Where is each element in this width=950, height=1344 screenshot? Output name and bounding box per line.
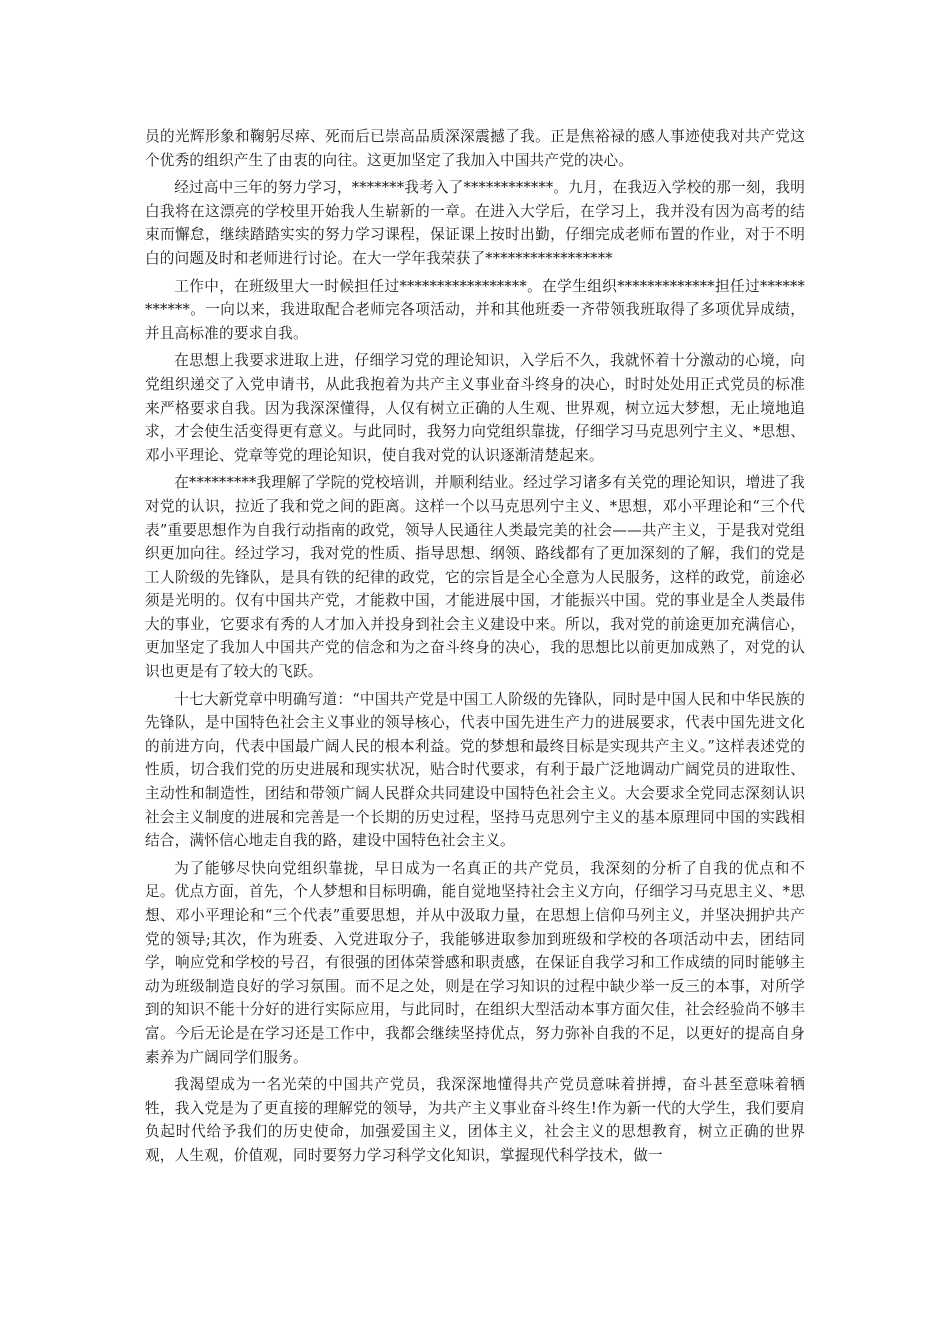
- paragraph-6: 十七大新党章中明确写道：“中国共产党是中国工人阶级的先锋队，同时是中国人民和中华民族的先锋队，是中国特色社会主义事业的领导核心，代表中国先进生产力的进展要求，代表中国先进文化的前进方向，代表中国最广阔人民的根本利益。党的梦想和最终目标是实现共产主义。”这样表述党的性质，切合我们党的历史进展和现实状况，贴合时代要求，有利于最广泛地调动广阔党员的进取性、主动性和制造性，团结和带领广阔人民群众共同建设中国特色社会主义。大会要求全党同志深刻认识社会主义制度的进展和完善是一个长期的历史过程，坚持马克思列宁主义的基本原理同中国的实践相结合，满怀信心地走自我的路，建设中国特色社会主义。: [145, 690, 805, 850]
- paragraph-7: 为了能够尽快向党组织靠拢，早日成为一名真正的共产党员，我深刻的分析了自我的优点和不足。优点方面，首先，个人梦想和目标明确，能自觉地坚持社会主义方向，仔细学习马克思主义、*思想、邓小平理论和“三个代表”重要思想，并从中汲取力量，在思想上信仰马列主义，并坚决拥护共产党的领导;其次，作为班委、入党进取分子，我能够进取参加到班级和学校的各项活动中去，团结同学，响应党和学校的号召，有很强的团体荣誉感和职责感，在保证自我学习和工作成绩的同时能够主动为班级制造良好的学习氛围。而不足之处，则是在学习知识的过程中缺少举一反三的本事，对所学到的知识不能十分好的进行实际应用，与此同时，在组织大型活动本事方面欠佳，社会经验尚不够丰富。今后无论是在学习还是工作中，我都会继续坚持优点，努力弥补自我的不足，以更好的提高自身素养为广阔同学们服务。: [145, 859, 805, 1066]
- body-text: [145, 125, 805, 1172]
- paragraph-2: 经过高中三年的努力学习，*******我考入了************。九月，在我迈入学校的那一刻，我明白我将在这漂亮的学校里开始我人生崭新的一章。在进入大学后，在学习上，我并没有因为高考的结束而懈怠，继续踏踏实实的努力学习课程，保证课上按时出勤，仔细完成老师布置的作业，对于不明白的问题及时和老师进行讨论。在大一学年我荣获了*****************: [145, 179, 805, 267]
- paragraph-4: 在思想上我要求进取上进，仔细学习党的理论知识，入学后不久，我就怀着十分激动的心境，向党组织递交了入党申请书，从此我抱着为共产主义事业奋斗终身的决心，时时处处用正式党员的标准来严格要求自我。因为我深深懂得，人仅有树立正确的人生观、世界观，树立远大梦想，无止境地追求，才会使生活变得更有意义。与此同时，我努力向党组织靠拢，仔细学习马克思列宁主义、*思想、邓小平理论、党章等党的理论知识，使自我对党的认识逐渐清楚起来。: [145, 352, 805, 464]
- paragraph-3: 工作中，在班级里大一时候担任过*****************。在学生组织*************担任过************。一向以来，我进取配合老师完各项活动，并和其他班委一齐带领我班取得了多项优异成绩，并且高标准的要求自我。: [145, 277, 805, 342]
- paragraph-5: 在*********我理解了学院的党校培训，并顺利结业。经过学习诸多有关党的理论知识，增进了我对党的认识，拉近了我和党之间的距离。这样一个以马克思列宁主义、*思想，邓小平理论和“三个代表”重要思想作为自我行动指南的政党，领导人民通往人类最完美的社会——共产主义，于是我对党组织更加向往。经过学习，我对党的性质、指导思想、纲领、路线都有了更加深刻的了解，我们的党是工人阶级的先锋队，是具有铁的纪律的政党，它的宗旨是全心全意为人民服务，这样的政党，前途必须是光明的。仅有中国共产党，才能救中国，才能进展中国，才能振兴中国。党的事业是全人类最伟大的事业，它要求有秀的人才加入并投身到社会主义建设中来。所以，我对党的前途更加充满信心，更加坚定了我加人中国共产党的信念和为之奋斗终身的决心，我的思想比以前更加成熟了，对党的认识也更是有了较大的飞跃。: [145, 474, 805, 681]
- paragraph-1: 员的光辉形象和鞠躬尽瘁、死而后已崇高品质深深震撼了我。正是焦裕禄的感人事迹使我对共产党这个优秀的组织产生了由衷的向往。这更加坚定了我加入中国共产党的决心。: [145, 128, 805, 169]
- paragraph-8: 我渴望成为一名光荣的中国共产党员，我深深地懂得共产党员意味着拼搏，奋斗甚至意味着牺牲，我入党是为了更直接的理解党的领导，为共产主义事业奋斗终生!作为新一代的大学生，我们要肩负起时代给予我们的历史使命，加强爱国主义，团体主义，社会主义的思想教育，树立正确的世界观，人生观，价值观，同时要努力学习科学文化知识，掌握现代科学技术，做一: [145, 1076, 805, 1164]
